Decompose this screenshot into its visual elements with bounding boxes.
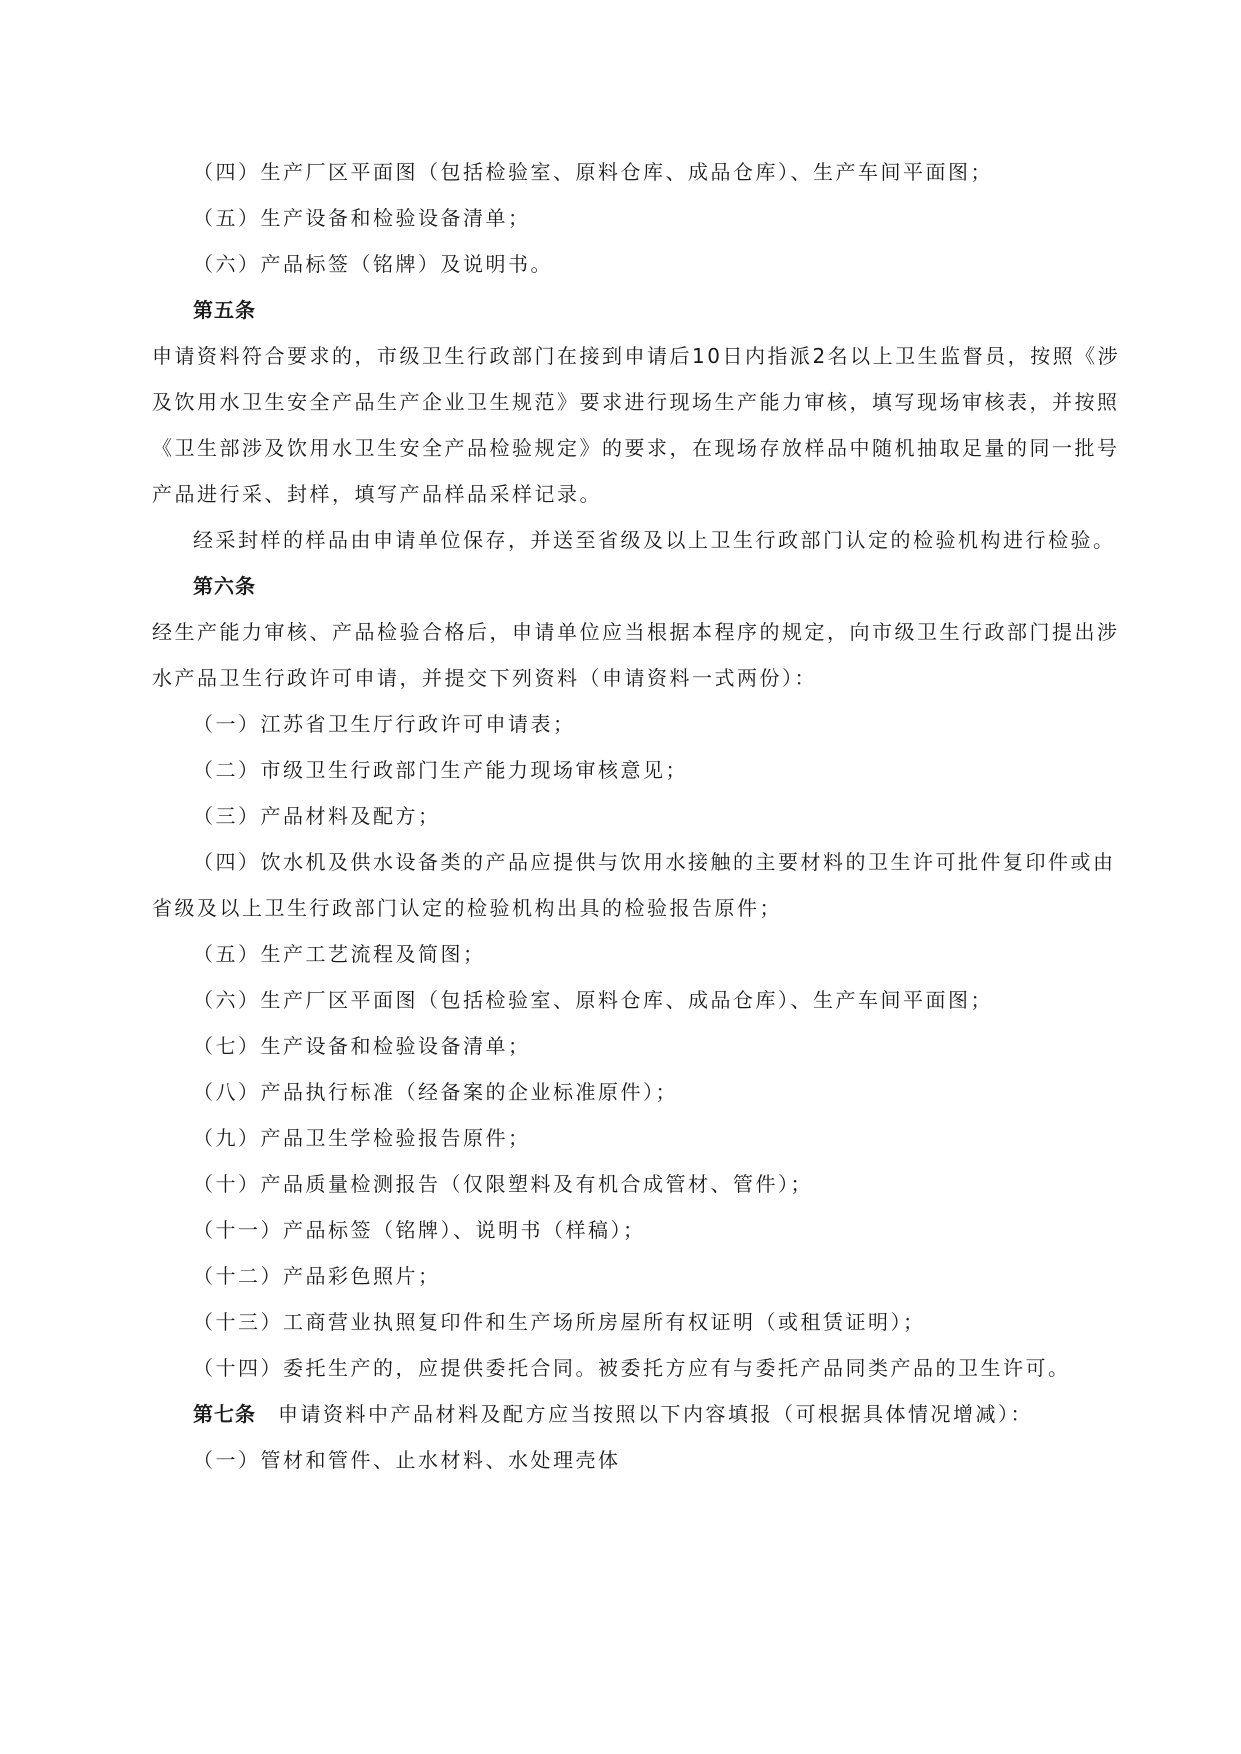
list-item: （十一）产品标签（铭牌）、说明书（样稿）； <box>193 1218 646 1242</box>
list-item: （五）生产设备和检验设备清单； <box>193 206 531 230</box>
list-item: 省级及以上卫生行政部门认定的检验机构出具的检验报告原件； <box>152 896 782 920</box>
list-item: （九）产品卫生学检验报告原件； <box>193 1126 531 1150</box>
list-item: （十）产品质量检测报告（仅限塑料及有机合成管材、管件）； <box>193 1172 813 1196</box>
article5-heading: 第五条 <box>193 298 256 322</box>
list-item: （八）产品执行标准（经备案的企业标准原件）； <box>193 1080 678 1104</box>
list-item: （六）生产厂区平面图（包括检验室、原料仓库、成品仓库）、生产车间平面图； <box>193 988 993 1012</box>
list-item: （五）生产工艺流程及简图； <box>193 942 486 966</box>
list-item: （七）生产设备和检验设备清单； <box>193 1034 531 1058</box>
paragraph-line: 申请资料符合要求的，市级卫生行政部门在接到申请后10日内指派2名以上卫生监督员，按照《涉 <box>152 344 1121 368</box>
list-item: （十三）工商营业执照复印件和生产场所房屋所有权证明（或租赁证明）； <box>193 1310 926 1334</box>
list-item: （十四）委托生产的，应提供委托合同。被委托方应有与委托产品同类产品的卫生许可。 <box>193 1356 1071 1380</box>
paragraph-line: 经采封样的样品由申请单位保存，并送至省级及以上卫生行政部门认定的检验机构进行检验。 <box>193 528 1116 552</box>
article7-heading: 第七条 <box>193 1402 256 1426</box>
list-item: （一）江苏省卫生厅行政许可申请表； <box>193 712 576 736</box>
paragraph-line: 产品进行采、封样，填写产品样品采样记录。 <box>152 482 602 506</box>
list-item: （六）产品标签（铭牌）及说明书。 <box>193 252 553 276</box>
article7-text: 申请资料中产品材料及配方应当按照以下内容填报（可根据具体情况增减）： <box>278 1402 1033 1426</box>
paragraph-line: 及饮用水卫生安全产品生产企业卫生规范》要求进行现场生产能力审核，填写现场审核表，并按照 <box>152 390 1120 414</box>
article6-heading: 第六条 <box>193 574 256 598</box>
article7-line <box>193 1399 1033 1429</box>
paragraph-line: 《卫生部涉及饮用水卫生安全产品检验规定》的要求，在现场存放样品中随机抽取足量的同一批号 <box>152 436 1120 460</box>
paragraph-line: 水产品卫生行政许可申请，并提交下列资料（申请资料一式两份）： <box>152 666 817 690</box>
list-item: （一）管材和管件、止水材料、水处理壳体 <box>193 1448 621 1472</box>
list-item: （四）饮水机及供水设备类的产品应提供与饮用水接触的主要材料的卫生许可批件复印件或由 <box>193 850 1116 874</box>
paragraph-line: 经生产能力审核、产品检验合格后，申请单位应当根据本程序的规定，向市级卫生行政部门提出涉 <box>152 620 1120 644</box>
list-item: （二）市级卫生行政部门生产能力现场审核意见； <box>193 758 688 782</box>
list-item: （四）生产厂区平面图（包括检验室、原料仓库、成品仓库）、生产车间平面图； <box>193 160 993 184</box>
list-item: （十二）产品彩色照片； <box>193 1264 441 1288</box>
list-item: （三）产品材料及配方； <box>193 804 441 828</box>
